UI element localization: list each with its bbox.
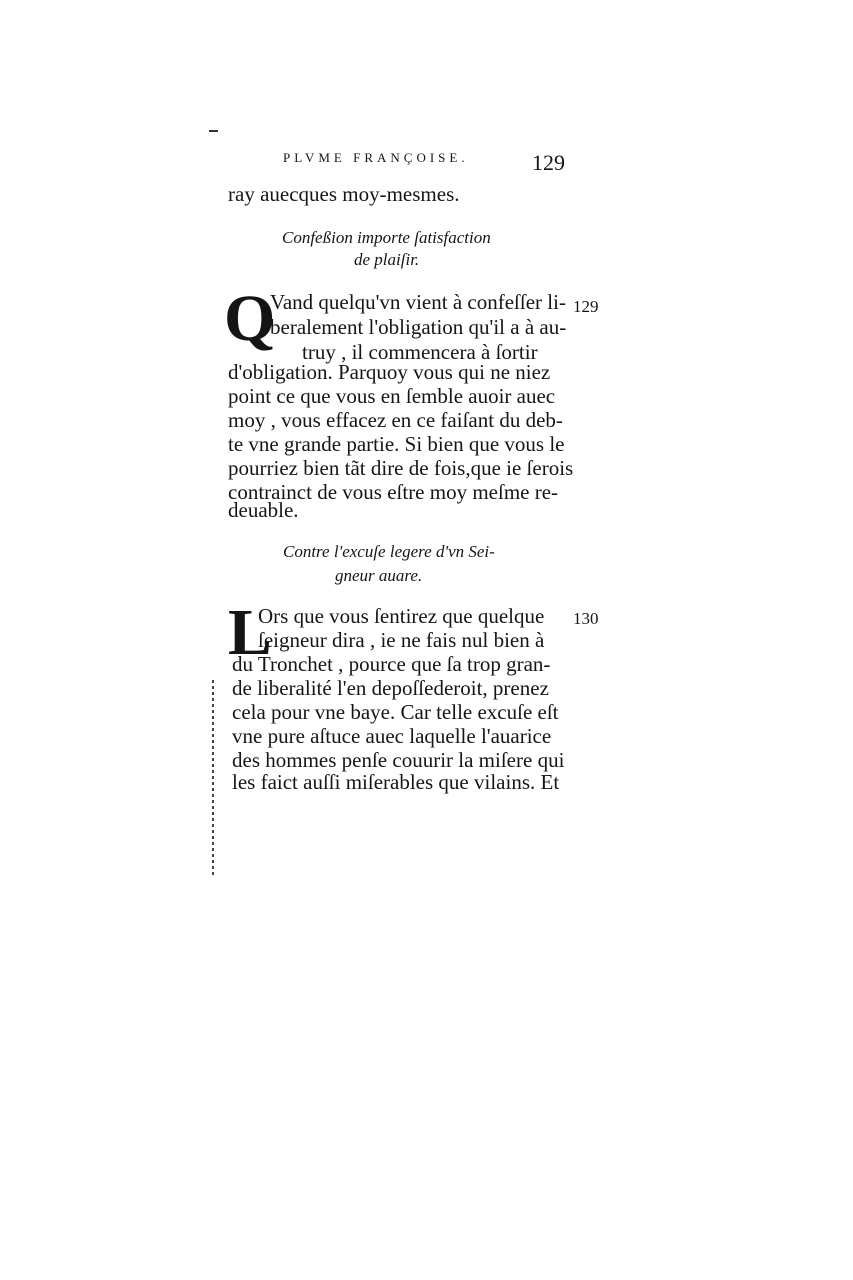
section2-drop-cap: L [228,596,273,669]
section1-drop-cap: Q [224,282,276,355]
binding-edge-dots [212,680,214,875]
section1-line: moy , vous effacez en ce faiſant du deb- [228,408,563,432]
section2-title-line1: Contre l'excuſe legere d'vn Sei- [283,542,495,561]
page-number: 129 [532,150,565,175]
section1-line: deuable. [228,498,299,522]
section1-line: contrainct de vous eſtre moy meſme re- [228,480,559,504]
corner-mark [209,130,218,132]
section1-title-line1: Confeßion importe ſatisfaction [282,228,491,247]
section1-line: d'obligation. Parquoy vous qui ne niez [228,360,551,384]
continuation-line: ray auecques moy-mesmes. [228,182,460,206]
section1-title-line2: de plaiſir. [354,250,420,269]
section1-line: pourriez bien tãt dire de fois,que ie ſerois [228,456,574,480]
section2-line: Ors que vous ſentirez que quelque [258,604,545,628]
section2-line: cela pour vne baye. Car telle excuſe eſt [232,700,559,724]
section1-line: truy , il commencera à ſortir [302,340,538,364]
section1-line: point ce que vous en ſemble auoir auec [228,384,556,408]
section1-line: te vne grande partie. Si bien que vous le [228,432,565,456]
section2-line: des hommes penſe couurir la miſere qui [232,748,565,772]
running-header: PLVME FRANÇOISE. [283,150,469,165]
section2-line: ſeigneur dira , ie ne fais nul bien à [258,628,545,652]
section1-line: Vand quelqu'vn vient à confeſſer li- [270,290,566,314]
section2-margin-number: 130 [573,609,599,628]
section2-line: du Tronchet , pource que ſa trop gran- [232,652,551,676]
section2-title-line2: gneur auare. [335,566,423,585]
section2-line: vne pure aſtuce auec laquelle l'auarice [232,724,552,748]
section1-margin-number: 129 [573,297,599,316]
section2-line: de liberalité l'en depoſſederoit, prenez [232,676,549,700]
section2-line: les faict auſſi miſerables que vilains. Et [232,770,560,794]
section1-line: beralement l'obligation qu'il a à au- [270,315,567,339]
